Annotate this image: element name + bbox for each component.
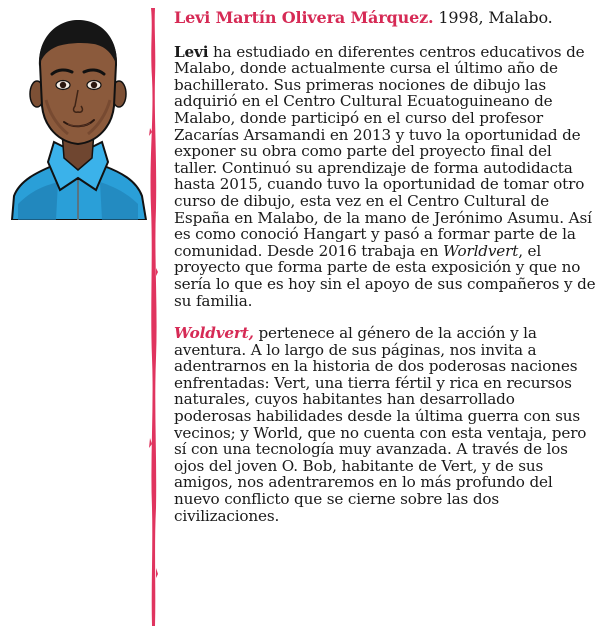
- text-column: [174, 10, 596, 524]
- artist-header: [174, 10, 596, 27]
- artist-portrait: [8, 14, 148, 220]
- artist-details: 1998, Malabo.: [433, 8, 553, 27]
- bio-lead: Levi: [174, 42, 209, 61]
- bio-text-1: ha estudiado en diferentes centros educativos de Malabo, donde actualmente cursa el último año de bachillerato. Sus primeras nociones de dibujo las adquirió en el Centro Cultural Ecuatoguineano de Malabo, donde participó en el curso del profesor Zacarías Arsamandi en 2013 y tuvo la oportunidad de exponer su obra como parte del proyecto final del taller. Continuó su aprendizaje de forma autodidacta hasta 2015, cuando tuvo la oportunidad de tomar otro curso de dibujo, esta vez en el Centro Cultural de España en Malabo, de la mano de Jerónimo Asumu. Así es como conoció Hangart y pasó a formar parte de la comunidad. Desde 2016 trabaja en: [174, 42, 592, 260]
- artist-name: Levi Martín Olivera Márquez.: [174, 8, 434, 27]
- bio-text-2: , el proyecto que forma parte de esta exposición y que no sería lo que es hoy sin el apoyo de sus compañeros y de su familia.: [174, 241, 596, 310]
- artist-bio: [174, 44, 596, 310]
- project-title: Woldvert,: [174, 324, 254, 343]
- project-description: [174, 325, 596, 524]
- project-text: pertenece al género de la acción y la aventura. A lo largo de sus páginas, nos invita a adentrarnos en la historia de dos poderosas naciones enfrentadas: Vert, una tierra fértil y rica en recursos naturales, cuyos habitantes han desarrollado poderosas habilidades desde la última guerra con sus vecinos; y World, que no cuenta con esta ventaja, pero sí con una tecnología muy avanzada. A través de los ojos del joven O. Bob, habitante de Vert, y de sus amigos, nos adentraremos en lo más profundo del nuevo conflicto que se cierne sobre las dos civilizaciones.: [174, 324, 587, 525]
- brush-divider: [146, 8, 160, 626]
- bio-work-title: Worldvert: [443, 241, 519, 260]
